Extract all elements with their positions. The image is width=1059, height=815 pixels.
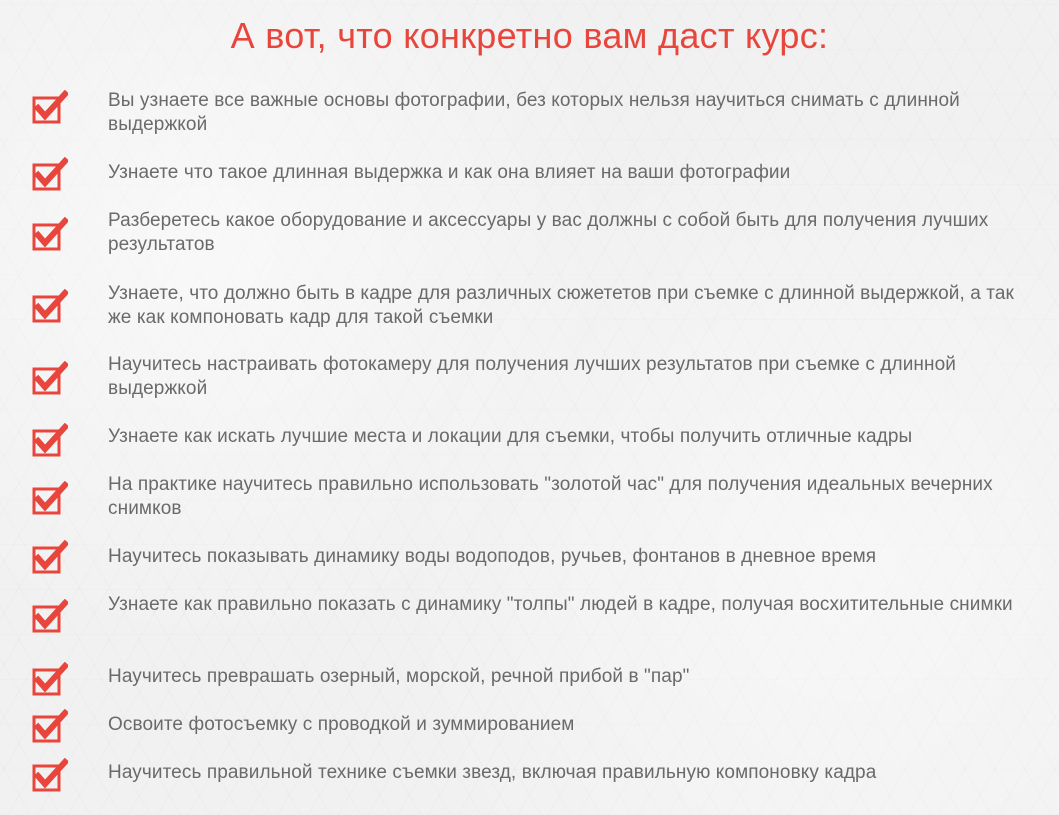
- benefit-text: Узнаете как искать лучшие места и локации для съемки, чтобы получить отличные кадры: [108, 426, 913, 447]
- checkmark-icon-graphic: [32, 481, 68, 515]
- benefit-text: Научитесь настраивать фотокамеру для получения лучших результатов при съемке с длинной выдержкой: [108, 354, 956, 399]
- checkmark-icon-graphic: [32, 90, 68, 124]
- checkmark-icon: [32, 599, 68, 633]
- checkmark-icon-graphic: [32, 540, 68, 574]
- checkmark-icon: [32, 157, 68, 191]
- checkmark-icon-graphic: [32, 289, 68, 323]
- checkmark-icon: [32, 423, 68, 457]
- benefit-text: Освоите фотосъемку с проводкой и зуммированием: [108, 714, 575, 735]
- benefit-text: На практике научитесь правильно использовать "золотой час" для получения идеальных вечерних снимков: [108, 474, 993, 519]
- benefit-text: Узнаете как правильно показать с динамику "толпы" людей в кадре, получая восхитительные снимки: [108, 594, 1013, 615]
- benefit-text: Научитесь преврашать озерный, морской, речной прибой в "пар": [108, 666, 690, 687]
- checkmark-icon: [32, 662, 68, 696]
- checkmark-icon: [32, 217, 68, 251]
- checkmark-icon: [32, 540, 68, 574]
- checkmark-icon: [32, 361, 68, 395]
- checkmark-icon: [32, 758, 68, 792]
- checkmark-icon: [32, 90, 68, 124]
- benefit-text: Узнаете, что должно быть в кадре для различных сюжететов при съемке с длинной выдержкой, а так же как компоновать кадр для такой съемки: [108, 283, 1014, 328]
- checkmark-icon-graphic: [32, 662, 68, 696]
- benefit-text: Вы узнаете все важные основы фотографии, без которых нельзя научиться снимать с длинной выдержкой: [108, 90, 960, 135]
- checkmark-icon-graphic: [32, 423, 68, 457]
- checkmark-icon-graphic: [32, 709, 68, 743]
- checkmark-icon-graphic: [32, 157, 68, 191]
- checkmark-icon-graphic: [32, 361, 68, 395]
- page-title: А вот, что конкретно вам даст курс:: [230, 15, 829, 56]
- checkmark-icon-graphic: [32, 758, 68, 792]
- benefit-text: Узнаете что такое длинная выдержка и как она влияет на ваши фотографии: [108, 162, 791, 183]
- checkmark-icon-graphic: [32, 217, 68, 251]
- benefit-text: Научитесь правильной технике съемки звезд, включая правильную компоновку кадра: [108, 762, 877, 783]
- checkmark-icon-graphic: [32, 599, 68, 633]
- checkmark-icon: [32, 481, 68, 515]
- benefit-text: Научитесь показывать динамику воды водоподов, ручьев, фонтанов в дневное время: [108, 546, 877, 567]
- benefit-text: Разберетесь какое оборудование и аксессуары у вас должны с собой быть для получения лучших результатов: [108, 210, 989, 255]
- checkmark-icon: [32, 709, 68, 743]
- checkmark-icon: [32, 289, 68, 323]
